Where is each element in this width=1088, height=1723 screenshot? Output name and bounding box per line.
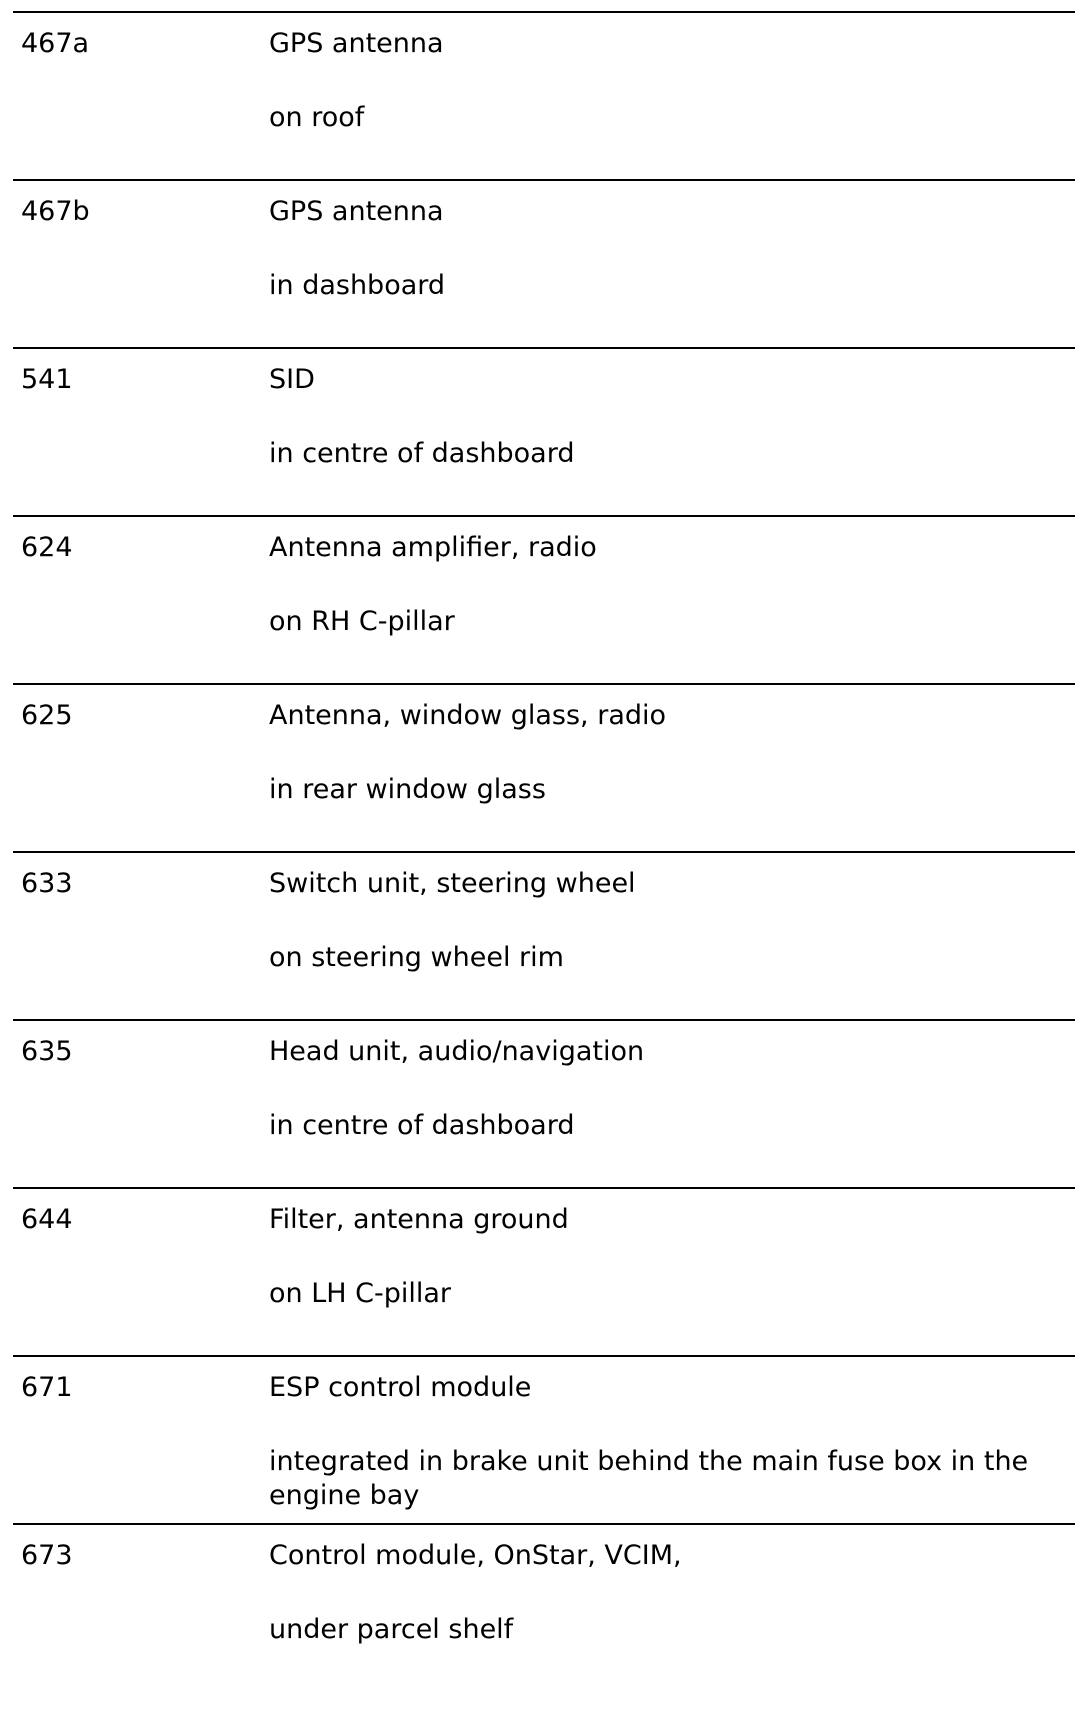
component-name: Antenna, window glass, radio	[269, 700, 667, 731]
component-name: Switch unit, steering wheel	[269, 868, 636, 899]
component-id: 624	[21, 532, 73, 563]
component-location: in centre of dashboard	[269, 438, 575, 469]
component-id: 541	[21, 364, 73, 395]
component-id: 673	[21, 1540, 73, 1571]
component-location: under parcel shelf	[269, 1614, 514, 1645]
component-location: on RH C-pillar	[269, 606, 455, 637]
table-row	[13, 1523, 1075, 1723]
component-table	[13, 11, 1075, 1723]
component-name: Antenna amplifier, radio	[269, 532, 597, 563]
table-row	[13, 683, 1075, 851]
table-row	[13, 515, 1075, 683]
component-id: 467a	[21, 28, 90, 59]
table-row	[13, 1187, 1075, 1355]
component-name: GPS antenna	[269, 28, 444, 59]
component-name: Filter, antenna ground	[269, 1204, 569, 1235]
component-name: Control module, OnStar, VCIM,	[269, 1540, 682, 1571]
component-name: ESP control module	[269, 1372, 532, 1403]
component-id: 633	[21, 868, 73, 899]
component-id: 625	[21, 700, 73, 731]
component-location: in centre of dashboard	[269, 1110, 575, 1141]
component-name: GPS antenna	[269, 196, 444, 227]
component-name: SID	[269, 364, 315, 395]
component-location: on LH C-pillar	[269, 1278, 452, 1309]
component-location: in rear window glass	[269, 774, 546, 805]
component-id: 467b	[21, 196, 90, 227]
component-location: on roof	[269, 102, 365, 133]
table-row	[13, 347, 1075, 515]
table-row	[13, 1355, 1075, 1523]
table-row	[13, 1019, 1075, 1187]
table-row	[13, 851, 1075, 1019]
component-id: 671	[21, 1372, 73, 1403]
component-location: on steering wheel rim	[269, 942, 564, 973]
component-location: in dashboard	[269, 270, 446, 301]
component-name: Head unit, audio/navigation	[269, 1036, 645, 1067]
component-location: integrated in brake unit behind the main fuse box in the engine bay	[269, 1446, 1029, 1511]
component-id: 635	[21, 1036, 73, 1067]
component-id: 644	[21, 1204, 73, 1235]
table-row	[13, 11, 1075, 179]
table-row	[13, 179, 1075, 347]
